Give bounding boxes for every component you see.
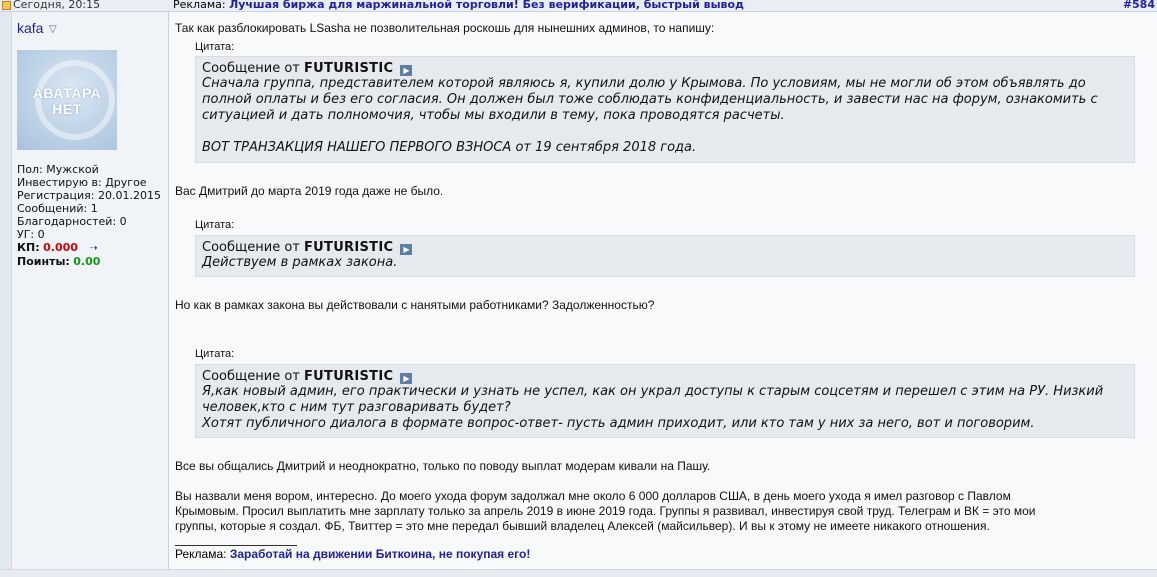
quote-label-2: Цитата: [195, 219, 235, 231]
reply-4-line: группы, которые я создал. ФБ, Твиттер = это мне передал бывший владелец Алексей (майсильвер). И вы к этому не имеете никакого отношения. [175, 519, 990, 533]
reply-4-line: Крымовым. Просил выплатить мне зарплату только за апрель 2019 в июне 2019 года. Группы я развивал, инвестируя свой труд. Телеграм и ВК = это мои [175, 504, 1036, 518]
reply-1: Вас Дмитрий до марта 2019 года даже не было. [175, 184, 444, 198]
quote-line: Сначала группа, представителем которой являюсь я, купили долю у Крымова. По условиям, мы не могли об этом объявлять до [202, 76, 1086, 91]
view-post-arrow-icon[interactable]: ▶ [400, 244, 412, 255]
footer-ad-prefix: Реклама: [175, 547, 227, 561]
post-date: Сегодня, 20:15 [13, 0, 101, 11]
user-gender: Пол: Мужской [17, 163, 99, 176]
post-header-bar [0, 0, 1157, 12]
quote-label-3: Цитата: [195, 348, 235, 360]
quote-author: FUTURISTIC [304, 240, 394, 255]
quote-from-1 [202, 61, 1128, 76]
quote-line: человек,кто с ним тут разговаривать будет? [202, 400, 511, 415]
post-content [169, 12, 1157, 576]
column-stripe [0, 12, 12, 576]
user-stats [17, 163, 161, 268]
post-intro: Так как разблокировать LSasha не позволительная роскошь для нынешних админов, то напишу: [175, 21, 715, 35]
user-registered: Регистрация: 20.01.2015 [17, 189, 161, 202]
username-link[interactable]: kafa [17, 20, 44, 36]
user-invests: Инвестирую в: Другое [17, 176, 147, 189]
user-thanks: Благодарностей: 0 [17, 215, 127, 228]
header-ad-link[interactable]: Лучшая биржа для маржинальной торговли! Без верификации, быстрый вывод [229, 0, 744, 11]
quote-line: ВОТ ТРАНЗАКЦИЯ НАШЕГО ПЕРВОГО ВЗНОСА от 19 сентября 2018 года. [202, 140, 697, 155]
view-post-arrow-icon[interactable]: ▶ [400, 65, 412, 76]
post-number-link[interactable]: #584 [1122, 0, 1155, 11]
avatar-text-line1: АВАТАРА [32, 85, 102, 101]
kp-value: 0.000 [43, 241, 78, 254]
footer-ad-link[interactable]: Заработай на движении Биткоина, не покупая его! [229, 547, 531, 561]
header-ad [173, 0, 744, 10]
quote-author: FUTURISTIC [304, 61, 394, 76]
quote-from-3 [202, 369, 1128, 384]
view-post-arrow-icon[interactable]: ▶ [400, 373, 412, 384]
quote-box-2 [195, 235, 1135, 277]
points-value: 0.00 [73, 255, 101, 268]
points-label: Поинты: [17, 255, 70, 268]
post-icon [2, 1, 11, 10]
quote-line: Хотят публичного диалога в формате вопрос-ответ- пусть админ приходит, или кто там у них за него, вот и поговорим. [202, 416, 1035, 431]
header-ad-prefix: Реклама: [173, 0, 226, 11]
avatar [17, 50, 117, 150]
quote-from-2 [202, 240, 1128, 255]
quote-box-1 [195, 56, 1135, 163]
quote-box-3 [195, 364, 1135, 438]
quote-line: Я,как новый админ, его практически и узнать не успел, как он украл доступы к старым соцсетям и перешел с этим на РУ. Низкий [202, 384, 1104, 399]
quote-author: FUTURISTIC [304, 369, 394, 384]
user-menu-icon[interactable]: ▽ [49, 24, 57, 35]
reply-3: Все вы общались Дмитрий и неоднократно, только по поводу выплат модерам кивали на Пашу. [175, 459, 711, 473]
quote-line: Действуем в рамках закона. [202, 255, 398, 270]
kp-label: КП: [17, 241, 40, 254]
quote-from-prefix: Сообщение от [202, 369, 300, 384]
user-info-column [0, 12, 169, 576]
user-kp [17, 241, 161, 255]
signature-divider [175, 545, 297, 546]
reply-4-line: Вы назвали меня вором, интересно. До моего ухода форум задолжал мне около 6 000 долларов США, в день моего ухода я имел разговор с Павлом [175, 489, 1011, 503]
footer-ad [175, 547, 530, 561]
quote-line: полной оплаты и без его согласия. Он должен был тоже соблюдать конфиденциальность, и завести нас на форум, ознакомить с [202, 92, 1098, 107]
quote-from-prefix: Сообщение от [202, 240, 300, 255]
avatar-placeholder-text [17, 85, 117, 117]
avatar-text-line2: НЕТ [52, 101, 82, 117]
quote-from-prefix: Сообщение от [202, 61, 300, 76]
user-points [17, 255, 161, 268]
quote-label-1: Цитата: [195, 41, 235, 53]
kp-arrow-icon[interactable]: ➝ [89, 243, 98, 254]
user-messages: Сообщений: 1 [17, 202, 98, 215]
user-ug: УГ: 0 [17, 228, 45, 241]
quote-line: ситуацией и дать полномочия, чтобы мы входили в тему, пока проводятся расчеты. [202, 108, 785, 123]
reply-2: Но как в рамках закона вы действовали с нанятыми работниками? Задолженностью? [175, 298, 655, 312]
